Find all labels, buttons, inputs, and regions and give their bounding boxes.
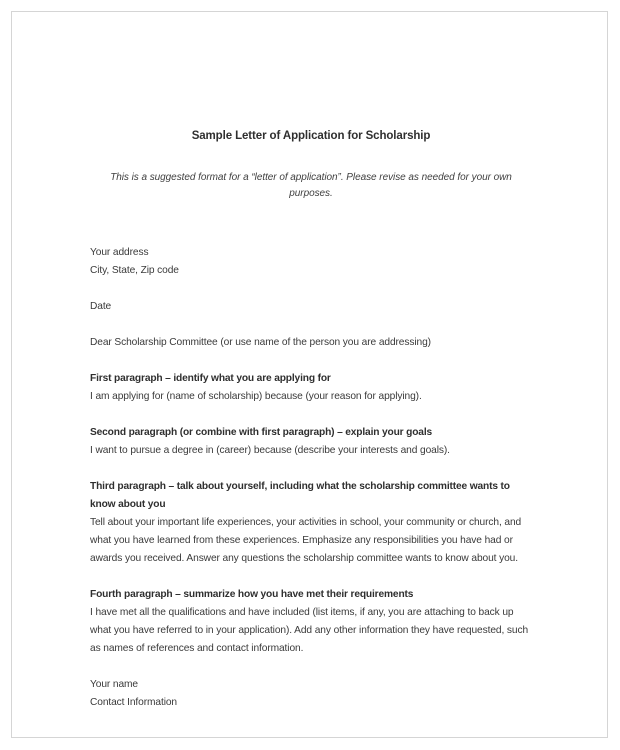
section-second-paragraph: [90, 424, 532, 460]
salutation-line: Dear Scholarship Committee (or use name of the person you are addressing): [90, 337, 431, 348]
section-heading: Fourth paragraph – summarize how you have met their requirements: [90, 589, 414, 600]
section-body: I have met all the qualifications and have included (list items, if any, you are attaching to back up what you have referred to in your application). Add any other information they have requested, such as names of references and contact information.: [90, 607, 529, 654]
section-heading: Second paragraph (or combine with first paragraph) – explain your goals: [90, 427, 433, 438]
section-body: Tell about your important life experiences, your activities in school, your community or church, and what you have learned from these experiences. Emphasize any responsibilities you have had or awards you received. Answer any questions the scholarship committee wants to know about you.: [90, 517, 522, 564]
section-first-paragraph: [90, 370, 532, 406]
document-subtitle: This is a suggested format for a “letter of application”. Please revise as needed for your own purposes.: [110, 172, 512, 199]
address-line-2: City, State, Zip code: [90, 265, 179, 276]
address-line-1: Your address: [90, 247, 149, 258]
letter-content: [90, 128, 532, 712]
section-heading: Third paragraph – talk about yourself, including what the scholarship committee wants to know about you: [90, 481, 510, 510]
section-third-paragraph: [90, 478, 532, 568]
address-block: [90, 244, 532, 280]
closing-line-2: Contact Information: [90, 697, 178, 708]
date-label: Date: [90, 301, 112, 312]
page-title: Sample Letter of Application for Scholarship: [191, 130, 431, 142]
closing-block: [90, 676, 532, 712]
date-block: [90, 298, 532, 316]
salutation-block: [90, 334, 532, 352]
section-fourth-paragraph: [90, 586, 532, 658]
section-body: I am applying for (name of scholarship) because (your reason for applying).: [90, 391, 422, 402]
section-body: I want to pursue a degree in (career) because (describe your interests and goals).: [90, 445, 450, 456]
section-heading: First paragraph – identify what you are applying for: [90, 373, 331, 384]
closing-line-1: Your name: [90, 679, 138, 690]
